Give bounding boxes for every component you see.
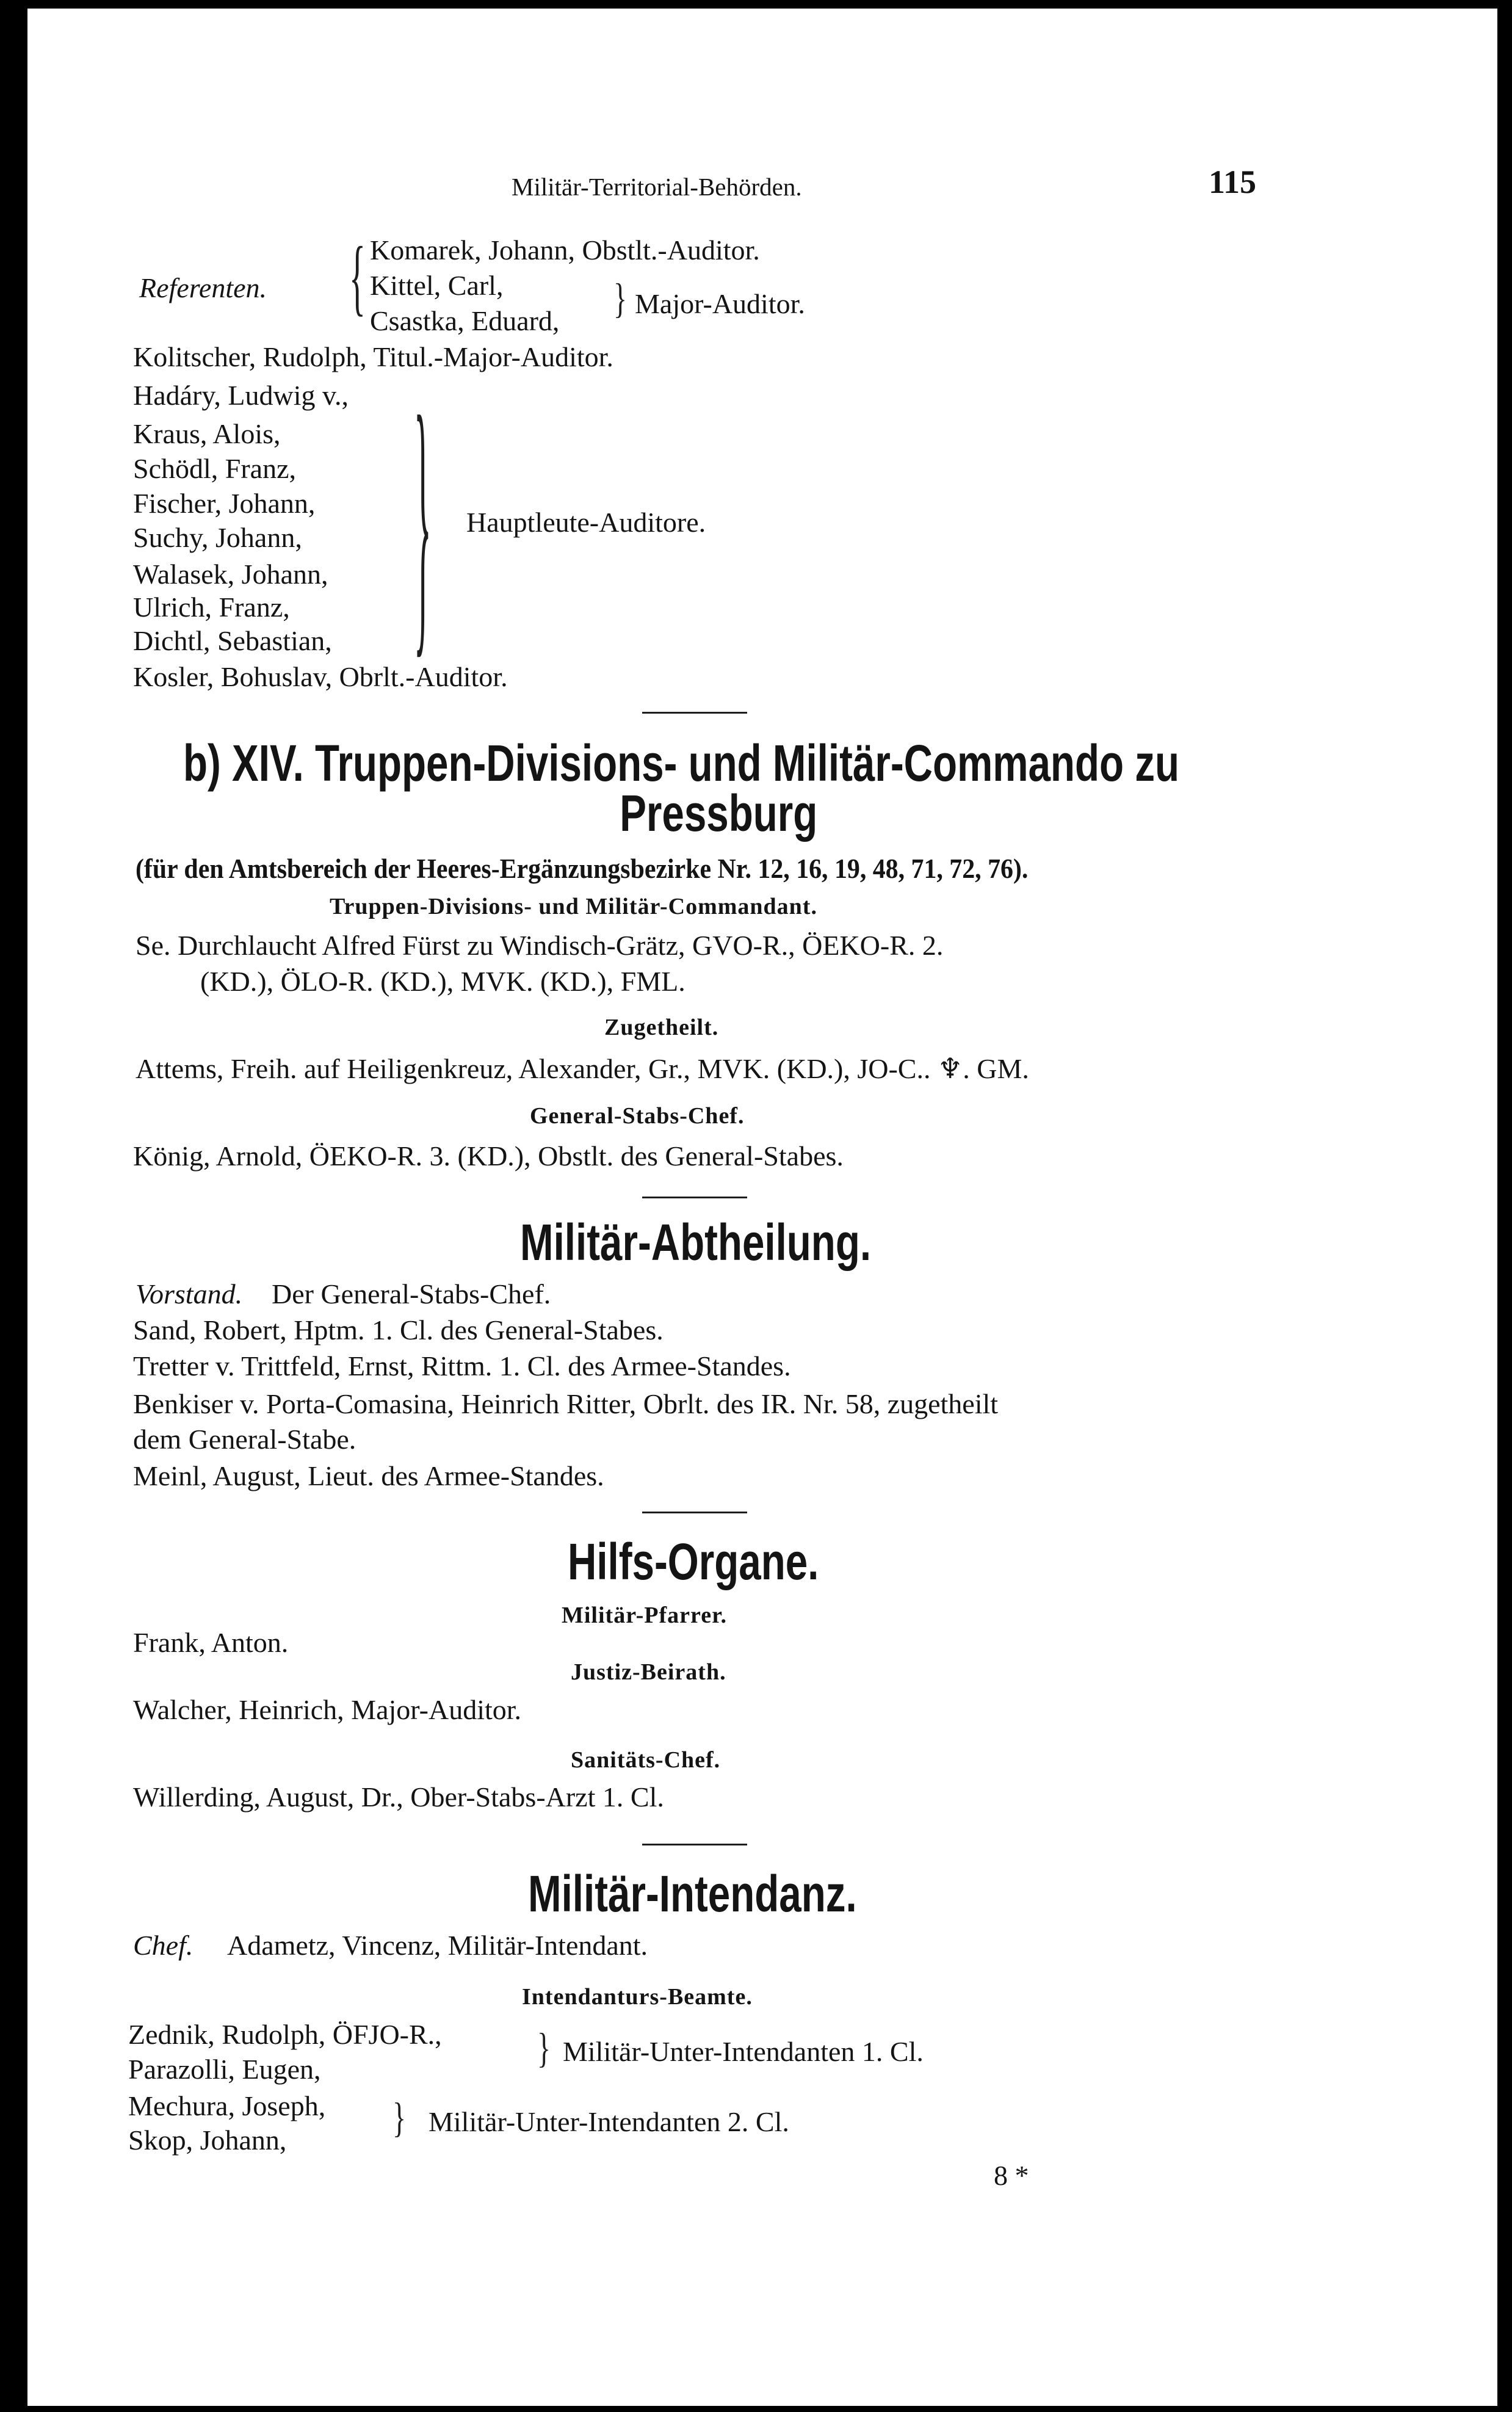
- sanitaets-heading: Sanitäts-Chef.: [571, 1747, 721, 1773]
- referent-line: Kittel, Carl,: [370, 270, 504, 301]
- section-b-title-city: Pressburg: [620, 784, 818, 842]
- section-divider: [642, 712, 747, 714]
- justiz-line: Walcher, Heinrich, Major-Auditor.: [133, 1694, 522, 1725]
- abtheilung-line: Meinl, August, Lieut. des Armee-Standes.: [133, 1460, 604, 1491]
- hauptleute-title: Hauptleute-Auditore.: [466, 507, 706, 538]
- group1-title: Militär-Unter-Intendanten 1. Cl.: [563, 2036, 924, 2067]
- abtheilung-line: Tretter v. Trittfeld, Ernst, Rittm. 1. Cl. des Armee-Standes.: [133, 1350, 791, 1382]
- justiz-heading: Justiz-Beirath.: [571, 1659, 726, 1685]
- referenten-brace: {: [349, 230, 366, 325]
- commandant-heading: Truppen-Divisions- und Militär-Commandant.: [330, 894, 817, 919]
- section-divider: [642, 1844, 747, 1845]
- chef-label: Chef.: [133, 1930, 194, 1961]
- hauptmann-name: Ulrich, Franz,: [133, 592, 290, 623]
- scan-border-left: [0, 0, 27, 2412]
- referenten-label: Referenten.: [139, 272, 267, 303]
- group1-brace: }: [537, 2024, 551, 2071]
- page-number: 115: [1209, 164, 1257, 200]
- hauptleute-brace: }: [414, 359, 432, 681]
- stabschef-heading: General-Stabs-Chef.: [530, 1103, 745, 1129]
- section-divider: [642, 1512, 747, 1513]
- hilfs-heading: Hilfs-Organe.: [568, 1533, 819, 1590]
- intendanz-heading: Militär-Intendanz.: [528, 1865, 857, 1922]
- hauptmann-name: Schödl, Franz,: [133, 453, 297, 484]
- hauptmann-name: Suchy, Johann,: [133, 522, 302, 553]
- commandant-line: Se. Durchlaucht Alfred Fürst zu Windisch-Grätz, GVO-R., ÖEKO-R. 2.: [136, 930, 944, 961]
- vorstand-text: Der General-Stabs-Chef.: [272, 1278, 551, 1309]
- pfarrer-heading: Militär-Pfarrer.: [562, 1603, 727, 1628]
- hauptmann-name: Walasek, Johann,: [133, 559, 328, 590]
- major-auditor-brace: }: [613, 275, 628, 322]
- section-b-subtitle: (für den Amtsbereich der Heeres-Ergänzungsbezirke Nr. 12, 16, 19, 48, 71, 72, 76).: [136, 853, 1029, 884]
- commandant-line: (KD.), ÖLO-R. (KD.), MVK. (KD.), FML.: [200, 966, 685, 997]
- beamte-heading: Intendanturs-Beamte.: [522, 1984, 753, 2010]
- hauptmann-name: Fischer, Johann,: [133, 488, 316, 519]
- intendant-name: Parazolli, Eugen,: [128, 2054, 321, 2085]
- major-auditor-title: Major-Auditor.: [635, 288, 805, 319]
- stabschef-line: König, Arnold, ÖEKO-R. 3. (KD.), Obstlt. des General-Stabes.: [133, 1140, 844, 1172]
- sanitaets-line: Willerding, August, Dr., Ober-Stabs-Arzt 1. Cl.: [133, 1781, 664, 1813]
- referent-line: Csastka, Eduard,: [370, 305, 560, 336]
- signature-mark: 8 *: [994, 2160, 1029, 2191]
- running-title: Militär-Territorial-Behörden.: [512, 173, 802, 201]
- hauptmann-name: Hadáry, Ludwig v.,: [133, 380, 349, 411]
- abtheilung-line: dem General-Stabe.: [133, 1424, 356, 1455]
- vorstand-label: Vorstand.: [136, 1278, 243, 1309]
- intendant-name: Skop, Johann,: [128, 2124, 287, 2156]
- group2-brace: }: [392, 2094, 407, 2141]
- pfarrer-line: Frank, Anton.: [133, 1627, 289, 1658]
- zugetheilt-heading: Zugetheilt.: [604, 1015, 719, 1040]
- hauptmann-name: Dichtl, Sebastian,: [133, 625, 332, 656]
- zugetheilt-line: Attems, Freih. auf Heiligenkreuz, Alexander, Gr., MVK. (KD.), JO-C.. ♆. GM.: [136, 1053, 1029, 1084]
- scan-border-right: [1497, 0, 1512, 2412]
- abtheilung-line: Benkiser v. Porta-Comasina, Heinrich Ritter, Obrlt. des IR. Nr. 58, zugetheilt: [133, 1388, 999, 1419]
- kosler-line: Kosler, Bohuslav, Obrlt.-Auditor.: [133, 661, 508, 692]
- chef-text: Adametz, Vincenz, Militär-Intendant.: [227, 1930, 648, 1961]
- referent-line: Komarek, Johann, Obstlt.-Auditor.: [370, 234, 760, 266]
- abtheilung-heading: Militär-Abtheilung.: [520, 1214, 872, 1271]
- group2-title: Militär-Unter-Intendanten 2. Cl.: [429, 2106, 789, 2137]
- kolitscher-line: Kolitscher, Rudolph, Titul.-Major-Auditor.: [133, 341, 613, 372]
- intendant-name: Mechura, Joseph,: [128, 2090, 326, 2121]
- intendant-name: Zednik, Rudolph, ÖFJO-R.,: [128, 2019, 442, 2050]
- hauptmann-name: Kraus, Alois,: [133, 418, 281, 449]
- section-divider: [642, 1197, 747, 1198]
- scan-border-top: [0, 0, 1512, 9]
- section-b-title: b) XIV. Truppen-Divisions- und Militär-Commando zu: [183, 734, 1179, 792]
- scan-border-bottom: [0, 2406, 1512, 2412]
- abtheilung-line: Sand, Robert, Hptm. 1. Cl. des General-Stabes.: [133, 1314, 664, 1345]
